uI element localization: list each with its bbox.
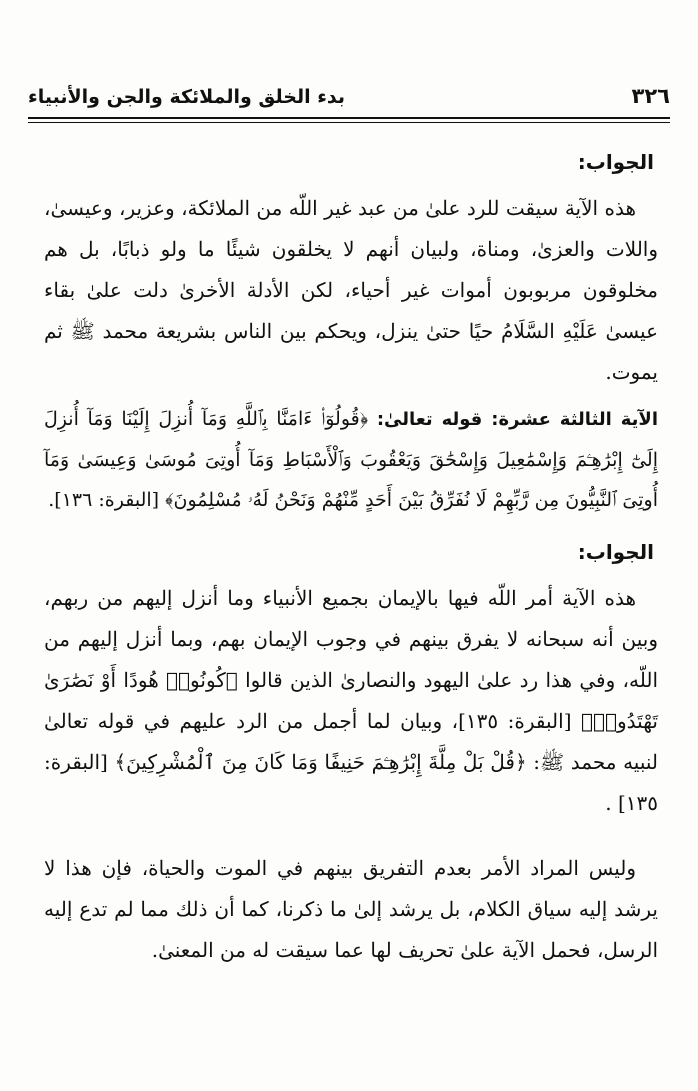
- answer-heading: الجواب:: [577, 540, 654, 564]
- answer-paragraph: هذه الآية سيقت للرد علىٰ من عبد غير اللّه من الملائكة، وعزير، وعيسىٰ، واللات والعزىٰ، ومناة، ولبيان أنهم لا يخلقون شيئًا ما ولو ذبابًا، بل هم مخلوقون مربوبون أموات غير أحياء، لكن الأدلة الأخرىٰ دلت علىٰ بقاء عيسىٰ عَلَيْهِ السَّلَامُ حيًا حتىٰ ينزل، ويحكم بين الناس بشريعة محمد ﷺ ثم يموت.: [44, 196, 658, 384]
- verse-label: الآية الثالثة عشرة: قوله تعالىٰ:: [376, 409, 658, 430]
- closing-paragraph: وليس المراد الأمر بعدم التفريق بينهم في الموت والحياة، فإن هذا لا يرشد إليه سياق الكلام، بل يرشد إلىٰ ما ذكرنا، كما أن ذلك مما لم تدع إليه الرسل، فحمل الآية علىٰ تحريف لها عما سيقت له من المعنىٰ.: [44, 856, 658, 962]
- running-title: بدء الخلق والملائكة والجن والأنبياء: [28, 86, 346, 108]
- verse-reference: [البقرة: ١٣٦].: [48, 489, 160, 511]
- header-rule-thin: [28, 122, 670, 123]
- verse-block: [44, 399, 658, 520]
- page-header: [28, 78, 670, 108]
- answer-heading: الجواب:: [577, 150, 654, 174]
- verse-text: ﴿قُولُوٓا۟ ءَامَنَّا بِٱللَّهِ وَمَآ أُنزِلَ إِلَيْنَا وَمَآ أُنزِلَ إِلَىٰٓ إِبْرَٰهِـۧمَ وَإِسْمَٰعِيلَ وَإِسْحَٰقَ وَيَعْقُوبَ وَٱلْأَسْبَاطِ وَمَآ أُوتِىَ مُوسَىٰ وَعِيسَىٰ وَمَآ أُوتِىَ ٱلنَّبِيُّونَ مِن رَّبِّهِمْ لَا نُفَرِّقُ بَيْنَ أَحَدٍ مِّنْهُمْ وَنَحْنُ لَهُۥ مُسْلِمُونَ﴾: [44, 408, 658, 511]
- answer-paragraph: هذه الآية أمر اللّه فيها بالإيمان بجميع الأنبياء وما أنزل إليهم من ربهم، وبين أنه سبحانه لا يفرق بينهم في وجوب الإيمان بهم، وبما أنزل إليهم من اللّه، وفي هذا رد علىٰ اليهود والنصارىٰ الذين قالوا ﴿كُونُوا۟ هُودًا أَوْ نَصَٰرَىٰ تَهْتَدُوا۟﴾ [البقرة: ١٣٥]، وبيان لما أجمل من الرد عليهم في قوله تعالىٰ لنبيه محمد ﷺ: ﴿قُلْ بَلْ مِلَّةَ إِبْرَٰهِـۧمَ حَنِيفًا وَمَا كَانَ مِنَ ٱلْمُشْرِكِينَ﴾ [البقرة: ١٣٥] .: [44, 586, 658, 815]
- header-rule-thick: [28, 117, 670, 119]
- page-body: [44, 146, 658, 971]
- page-number: ٣٢٦: [631, 84, 670, 108]
